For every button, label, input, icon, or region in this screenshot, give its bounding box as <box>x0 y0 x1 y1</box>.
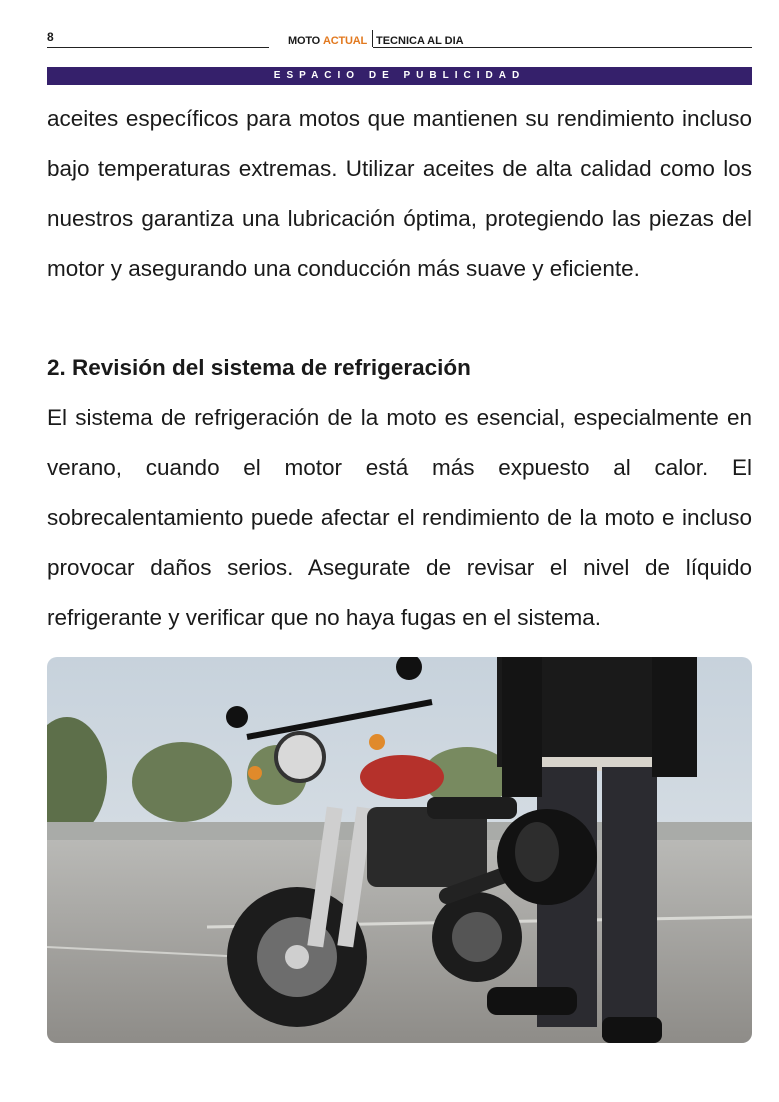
article-paragraph: El sistema de refrigeración de la moto es esencial, especialmente en verano, cuando el motor está más expuesto al calor. El sobrecalentamiento puede afectar el rendimiento de la moto e incluso provocar daños serios. Asegurate de revisar el nivel de líquido refrigerante y verificar que no haya fugas en el sistema. <box>47 405 752 630</box>
header-divider <box>372 30 373 47</box>
publication-title <box>288 35 367 47</box>
header-rule-left <box>47 47 269 48</box>
section-title: TECNICA AL DIA <box>376 35 464 47</box>
ad-banner: ESPACIO DE PUBLICIDAD <box>47 67 752 85</box>
motorcycle-photo-illustration <box>47 657 752 1043</box>
section-heading: 2. Revisión del sistema de refrigeración <box>47 355 471 380</box>
article-photo <box>47 657 752 1043</box>
publication-title-accent: ACTUAL <box>323 35 368 47</box>
article-paragraph: aceites específicos para motos que mantienen su rendimiento incluso bajo temperaturas extremas. Utilizar aceites de alta calidad como los nuestros garantiza una lubricación óptima, protegiendo las piezas del motor y asegurando una conducción más suave y eficiente. <box>47 106 752 281</box>
page-number: 8 <box>47 30 54 44</box>
publication-title-primary: MOTO <box>288 35 320 47</box>
header-rule-right <box>373 47 752 48</box>
